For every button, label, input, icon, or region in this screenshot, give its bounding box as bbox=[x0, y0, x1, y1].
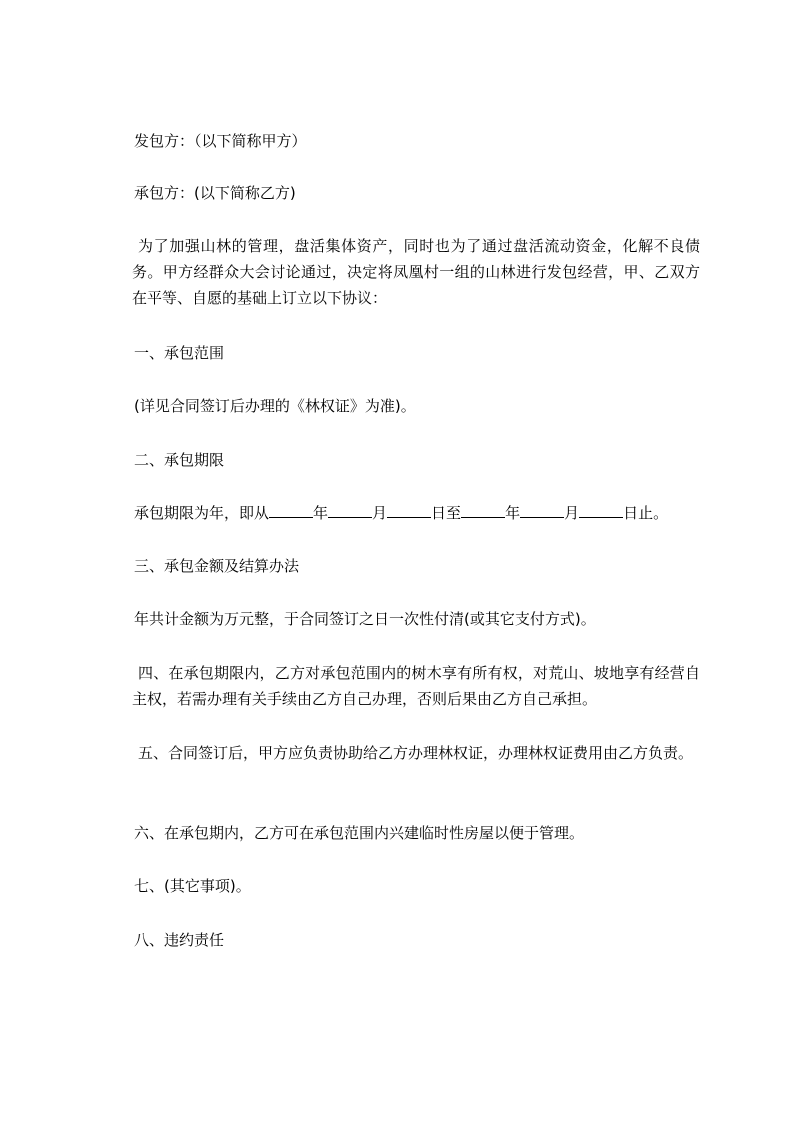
section-5-paragraph: 五、合同签订后，甲方应负责协助给乙方办理林权证，办理林权证费用由乙方负责。 bbox=[138, 744, 694, 762]
party-b-line: 承包方：(以下简称乙方) bbox=[134, 184, 296, 202]
section-1-body: (详见合同签订后办理的《林权证》为准)。 bbox=[134, 397, 416, 415]
section-7-paragraph: 七、(其它事项)。 bbox=[134, 877, 251, 895]
blank-end-year bbox=[461, 503, 505, 518]
term-month-1: 月 bbox=[372, 504, 388, 522]
section-4-paragraph: 四、在承包期限内，乙方对承包范围内的树木享有所有权，对荒山、坡地享有经营自主权，若需办理有关手续由乙方自己办理，否则后果由乙方自己承担。 bbox=[132, 664, 700, 708]
section-2-body bbox=[134, 500, 714, 526]
section-2-title: 二、承包期限 bbox=[134, 451, 225, 469]
blank-start-day bbox=[387, 503, 431, 518]
section-3-body: 年共计金额为万元整，于合同签订之日一次性付清(或其它支付方式)。 bbox=[134, 610, 596, 628]
section-8-title: 八、违约责任 bbox=[134, 931, 225, 949]
term-day-end: 日止。 bbox=[623, 504, 669, 522]
preamble-paragraph: 为了加强山林的管理，盘活集体资产，同时也为了通过盘活流动资金，化解不良债务。甲方经群众大会讨论通过，决定将凤凰村一组的山林进行发包经营，甲、乙双方在平等、自愿的基础上订立以下协议： bbox=[132, 237, 700, 307]
section-1-title: 一、承包范围 bbox=[134, 344, 225, 362]
section-6-paragraph: 六、在承包期内，乙方可在承包范围内兴建临时性房屋以便于管理。 bbox=[134, 824, 585, 842]
term-prefix: 承包期限为年，即从 bbox=[134, 504, 270, 522]
section-3-title: 三、承包金额及结算办法 bbox=[134, 557, 300, 575]
blank-end-day bbox=[579, 503, 623, 518]
blank-start-month bbox=[328, 503, 372, 518]
party-a-line: 发包方：（以下简称甲方） bbox=[134, 132, 307, 150]
term-year-1: 年 bbox=[313, 504, 329, 522]
term-year-2: 年 bbox=[505, 504, 521, 522]
blank-end-month bbox=[520, 503, 564, 518]
term-month-2: 月 bbox=[564, 504, 580, 522]
term-day-to: 日至 bbox=[431, 504, 462, 522]
blank-start-year bbox=[269, 503, 313, 518]
